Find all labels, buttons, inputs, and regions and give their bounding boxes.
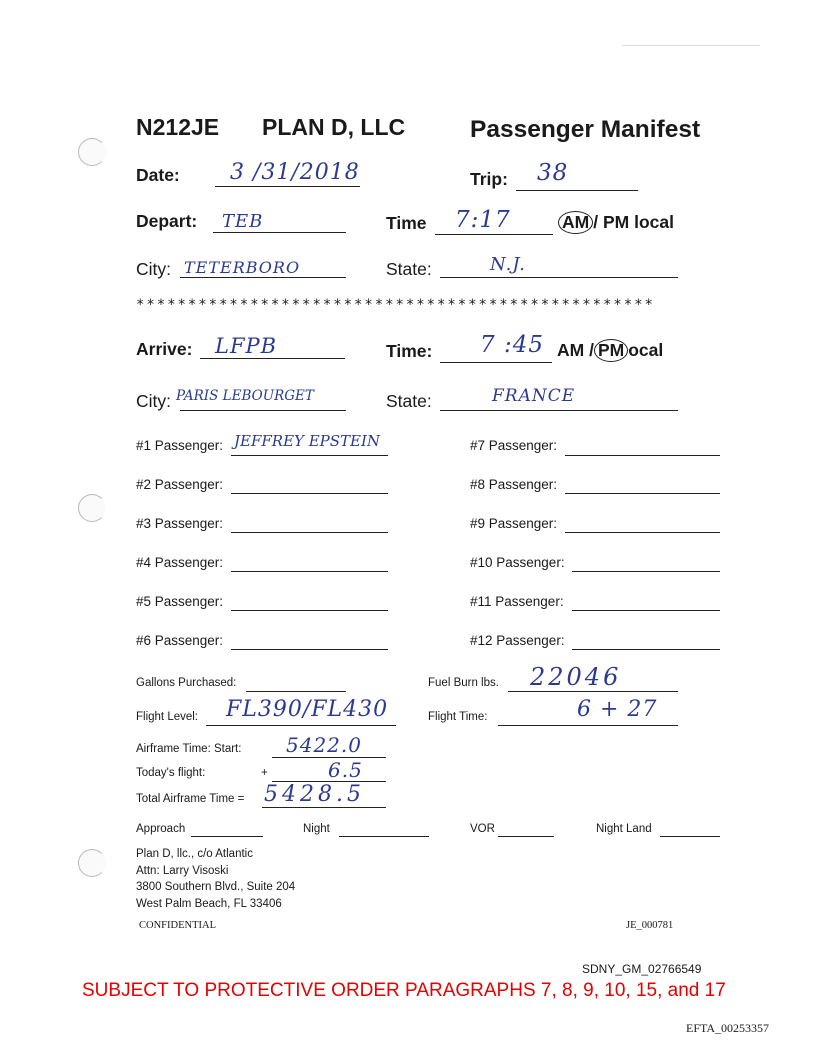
pm-local-label: PM local bbox=[602, 212, 674, 232]
depart-state-line bbox=[440, 277, 678, 278]
arrive-state-label: State: bbox=[386, 391, 432, 411]
passenger-1-value: JEFFREY EPSTEIN bbox=[234, 432, 381, 450]
trip-line bbox=[516, 190, 638, 191]
night-label: Night bbox=[303, 823, 330, 835]
passenger-9-label: #9 Passenger: bbox=[470, 516, 558, 531]
approach-label: Approach bbox=[136, 823, 186, 835]
date-line bbox=[215, 186, 360, 187]
address-line-3: 3800 Southern Blvd., Suite 204 bbox=[136, 881, 296, 893]
fuel-burn-value: 22046 bbox=[530, 663, 622, 691]
today-flight-plus: + bbox=[261, 767, 268, 779]
depart-city-value: TETERBORO bbox=[184, 258, 301, 277]
depart-state-value: N.J. bbox=[490, 254, 526, 275]
passenger-1-line bbox=[231, 455, 388, 456]
tail-number: N212JE bbox=[136, 114, 220, 140]
binder-hole-icon bbox=[78, 138, 106, 166]
company-name: PLAN D, LLC bbox=[262, 114, 406, 140]
am-circled: AM bbox=[558, 211, 593, 234]
passenger-2-label: #2 Passenger: bbox=[136, 477, 224, 492]
scan-artifact-line bbox=[622, 45, 760, 46]
address-line-1: Plan D, llc., c/o Atlantic bbox=[136, 848, 253, 860]
arrive-city-label: City: bbox=[136, 391, 171, 411]
depart-time-value: 7:17 bbox=[455, 207, 511, 233]
passenger-3-line bbox=[231, 532, 388, 533]
passenger-5-line bbox=[231, 610, 388, 611]
local-label: ocal bbox=[628, 340, 664, 360]
arrive-label: Arrive: bbox=[136, 339, 193, 359]
passenger-1-label: #1 Passenger: bbox=[136, 438, 224, 453]
flight-level-label: Flight Level: bbox=[136, 711, 199, 723]
vor-label: VOR bbox=[470, 823, 495, 835]
passenger-11-label: #11 Passenger: bbox=[470, 594, 564, 609]
depart-time-label: Time bbox=[386, 213, 427, 233]
arrive-time-value: 7 :45 bbox=[480, 332, 544, 358]
binder-hole-icon bbox=[78, 494, 106, 522]
airframe-start-value: 5422.0 bbox=[286, 733, 362, 757]
depart-time-line bbox=[435, 234, 553, 235]
arrive-line bbox=[200, 358, 345, 359]
passenger-9-line bbox=[565, 532, 720, 533]
flight-level-line bbox=[206, 725, 396, 726]
flight-level-value: FL390/FL430 bbox=[226, 697, 389, 722]
passenger-12-label: #12 Passenger: bbox=[470, 633, 565, 648]
night-land-line bbox=[660, 836, 720, 837]
arrive-city-line bbox=[180, 410, 346, 411]
depart-label: Depart: bbox=[136, 211, 198, 231]
confidential-stamp: CONFIDENTIAL bbox=[139, 920, 216, 931]
arrive-value: LFPB bbox=[215, 334, 278, 358]
passenger-7-line bbox=[565, 455, 720, 456]
address-line-4: West Palm Beach, FL 33406 bbox=[136, 898, 282, 910]
depart-am-pm bbox=[558, 211, 674, 234]
flight-time-line bbox=[498, 725, 678, 726]
address-line-2: Attn: Larry Visoski bbox=[136, 865, 229, 877]
total-airframe-label: Total Airframe Time = bbox=[136, 793, 245, 805]
protective-order-notice: SUBJECT TO PROTECTIVE ORDER PARAGRAPHS 7, 8, 9, 10, 15, and 17 bbox=[82, 980, 726, 1001]
arrive-state-line bbox=[440, 410, 678, 411]
today-flight-value: 6.5 bbox=[328, 758, 363, 782]
am-pm-separator: / bbox=[593, 212, 599, 232]
efta-number: EFTA_00253357 bbox=[686, 1021, 770, 1035]
depart-city-label: City: bbox=[136, 259, 171, 279]
passenger-5-label: #5 Passenger: bbox=[136, 594, 224, 609]
form-title: Passenger Manifest bbox=[470, 116, 701, 143]
date-value: 3 /31/2018 bbox=[230, 160, 360, 185]
depart-state-label: State: bbox=[386, 259, 432, 279]
passenger-8-line bbox=[565, 493, 720, 494]
total-airframe-line bbox=[262, 807, 386, 808]
approach-line bbox=[191, 836, 263, 837]
passenger-3-label: #3 Passenger: bbox=[136, 516, 224, 531]
je-bates-number: JE_000781 bbox=[626, 920, 674, 931]
arrive-state-value: FRANCE bbox=[492, 386, 576, 406]
trip-value: 38 bbox=[537, 160, 569, 186]
passenger-10-label: #10 Passenger: bbox=[470, 555, 565, 570]
passenger-4-line bbox=[231, 571, 388, 572]
asterisk-separator: ************************************************** bbox=[136, 297, 655, 313]
depart-value: TEB bbox=[222, 211, 264, 232]
arrive-time-label: Time: bbox=[386, 341, 433, 361]
fuel-burn-label: Fuel Burn lbs. bbox=[428, 677, 499, 689]
vor-line bbox=[498, 836, 554, 837]
flight-time-value: 6 + 27 bbox=[577, 697, 658, 722]
sdny-bates-number: SDNY_GM_02766549 bbox=[582, 962, 702, 976]
passenger-6-label: #6 Passenger: bbox=[136, 633, 224, 648]
total-airframe-value: 5428.5 bbox=[264, 782, 365, 807]
passenger-7-label: #7 Passenger: bbox=[470, 438, 558, 453]
today-flight-label: Today's flight: bbox=[136, 767, 206, 779]
night-land-label: Night Land bbox=[596, 823, 652, 835]
date-label: Date: bbox=[136, 165, 180, 185]
night-line bbox=[339, 836, 429, 837]
passenger-8-label: #8 Passenger: bbox=[470, 477, 558, 492]
arrive-am-pm bbox=[557, 339, 663, 362]
passenger-12-line bbox=[572, 649, 720, 650]
pm-circled: PM bbox=[594, 339, 628, 362]
depart-city-line bbox=[180, 277, 346, 278]
fuel-burn-line bbox=[508, 691, 678, 692]
flight-time-label: Flight Time: bbox=[428, 711, 488, 723]
trip-label: Trip: bbox=[470, 169, 508, 189]
airframe-start-label: Airframe Time: Start: bbox=[136, 743, 242, 755]
passenger-2-line bbox=[231, 493, 388, 494]
passenger-4-label: #4 Passenger: bbox=[136, 555, 224, 570]
depart-line bbox=[213, 232, 346, 233]
arrive-city-value: PARIS LEBOURGET bbox=[176, 388, 314, 404]
arrive-time-line bbox=[440, 362, 552, 363]
passenger-6-line bbox=[231, 649, 388, 650]
gallons-line bbox=[246, 691, 346, 692]
passenger-11-line bbox=[572, 610, 720, 611]
passenger-10-line bbox=[572, 571, 720, 572]
binder-hole-icon bbox=[78, 849, 106, 877]
gallons-label: Gallons Purchased: bbox=[136, 677, 237, 689]
am-separator: AM / bbox=[557, 340, 594, 360]
